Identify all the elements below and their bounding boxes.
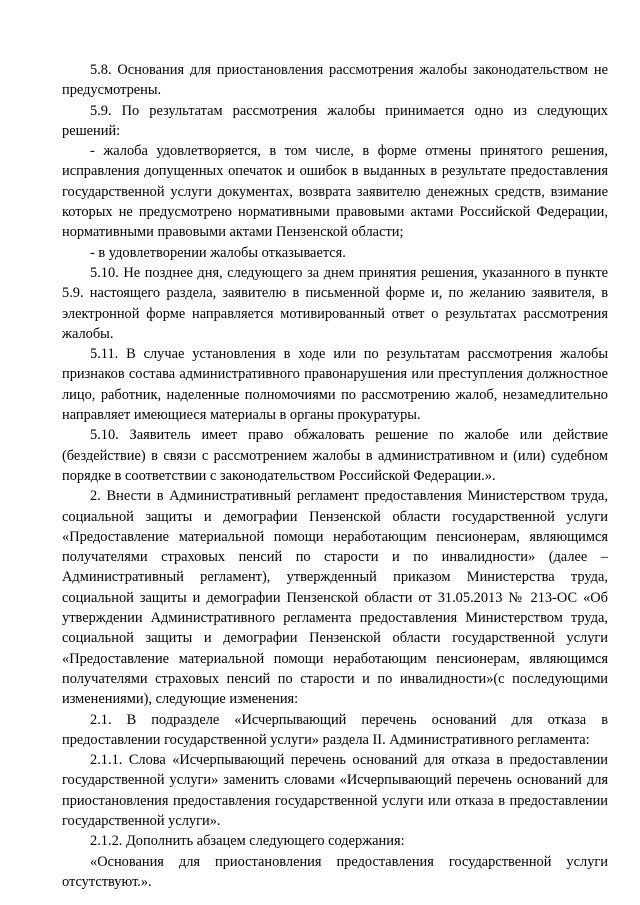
- paragraph-5-9: 5.9. По результатам рассмотрения жалобы принимается одно из следующих решений:: [62, 102, 608, 139]
- paragraph-5-9-option-satisfied: - жалоба удовлетворяется, в том числе, в форме отмены принятого решения, исправления допущенных опечаток и ошибок в выданных в результате предоставления государственной услуги документах, возврата заявителю денежных средств, взимание которых не предусмотрено нормативными правовыми актами Российской Федерации, нормативными правовыми актами Пензенской области;: [62, 143, 608, 241]
- paragraph-2-1-1: 2.1.1. Слова «Исчерпывающий перечень оснований для отказа в предоставлении государственной услуги» заменить словами «Исчерпывающий перечень оснований для приостановления предоставления государственной услуги или отказа в предоставлении государственной услуги».: [62, 752, 608, 829]
- paragraph-5-10-appeal: 5.10. Заявитель имеет право обжаловать решение по жалобе или действие (бездействие) в связи с рассмотрением жалобы в административном и (или) судебном порядке в соответствии с законодательством Российской Федерации.».: [62, 427, 608, 484]
- paragraph-2-amendments: 2. Внести в Административный регламент предоставления Министерством труда, социальной защиты и демографии Пензенской области государственной услуги «Предоставление материальной помощи неработающим пенсионерам, являющимся получателями страховых пенсий по старости и по инвалидности» (далее – Административный регламент), утвержденный приказом Министерства труда, социальной защиты и демографии Пензенской области от 31.05.2013 № 213-ОС «Об утверждении Административного регламента предоставления Министерством труда, социальной защиты и демографии Пензенской области государственной услуги «Предоставление материальной помощи неработающим пенсионерам, являющимся получателями страховых пенсий по старости и по инвалидности»(с последующими изменениями), следующие изменения:: [62, 488, 608, 708]
- paragraph-5-11: 5.11. В случае установления в ходе или по результатам рассмотрения жалобы признаков состава административного правонарушения или преступления должностное лицо, работник, наделенные полномочиями по рассмотрению жалоб, незамедлительно направляет имеющиеся материалы в органы прокуратуры.: [62, 346, 608, 424]
- paragraph-2-1: 2.1. В подразделе «Исчерпывающий перечень оснований для отказа в предоставлении государственной услуги» раздела II. Административного регламента:: [62, 711, 608, 748]
- paragraph-5-10: 5.10. Не позднее дня, следующего за днем принятия решения, указанного в пункте 5.9. настоящего раздела, заявителю в письменной форме и, по желанию заявителя, в электронной форме направляется мотивированный ответ о результатах рассмотрения жалобы.: [62, 264, 608, 342]
- paragraph-5-9-option-refused: - в удовлетворении жалобы отказывается.: [90, 244, 346, 261]
- paragraph-2-1-2: 2.1.2. Дополнить абзацем следующего содержания:: [90, 833, 405, 850]
- paragraph-5-8: 5.8. Основания для приостановления рассмотрения жалобы законодательством не предусмотрены.: [62, 62, 608, 99]
- paragraph-quoted-addition: «Основания для приостановления предоставления государственной услуги отсутствуют.».: [62, 853, 608, 890]
